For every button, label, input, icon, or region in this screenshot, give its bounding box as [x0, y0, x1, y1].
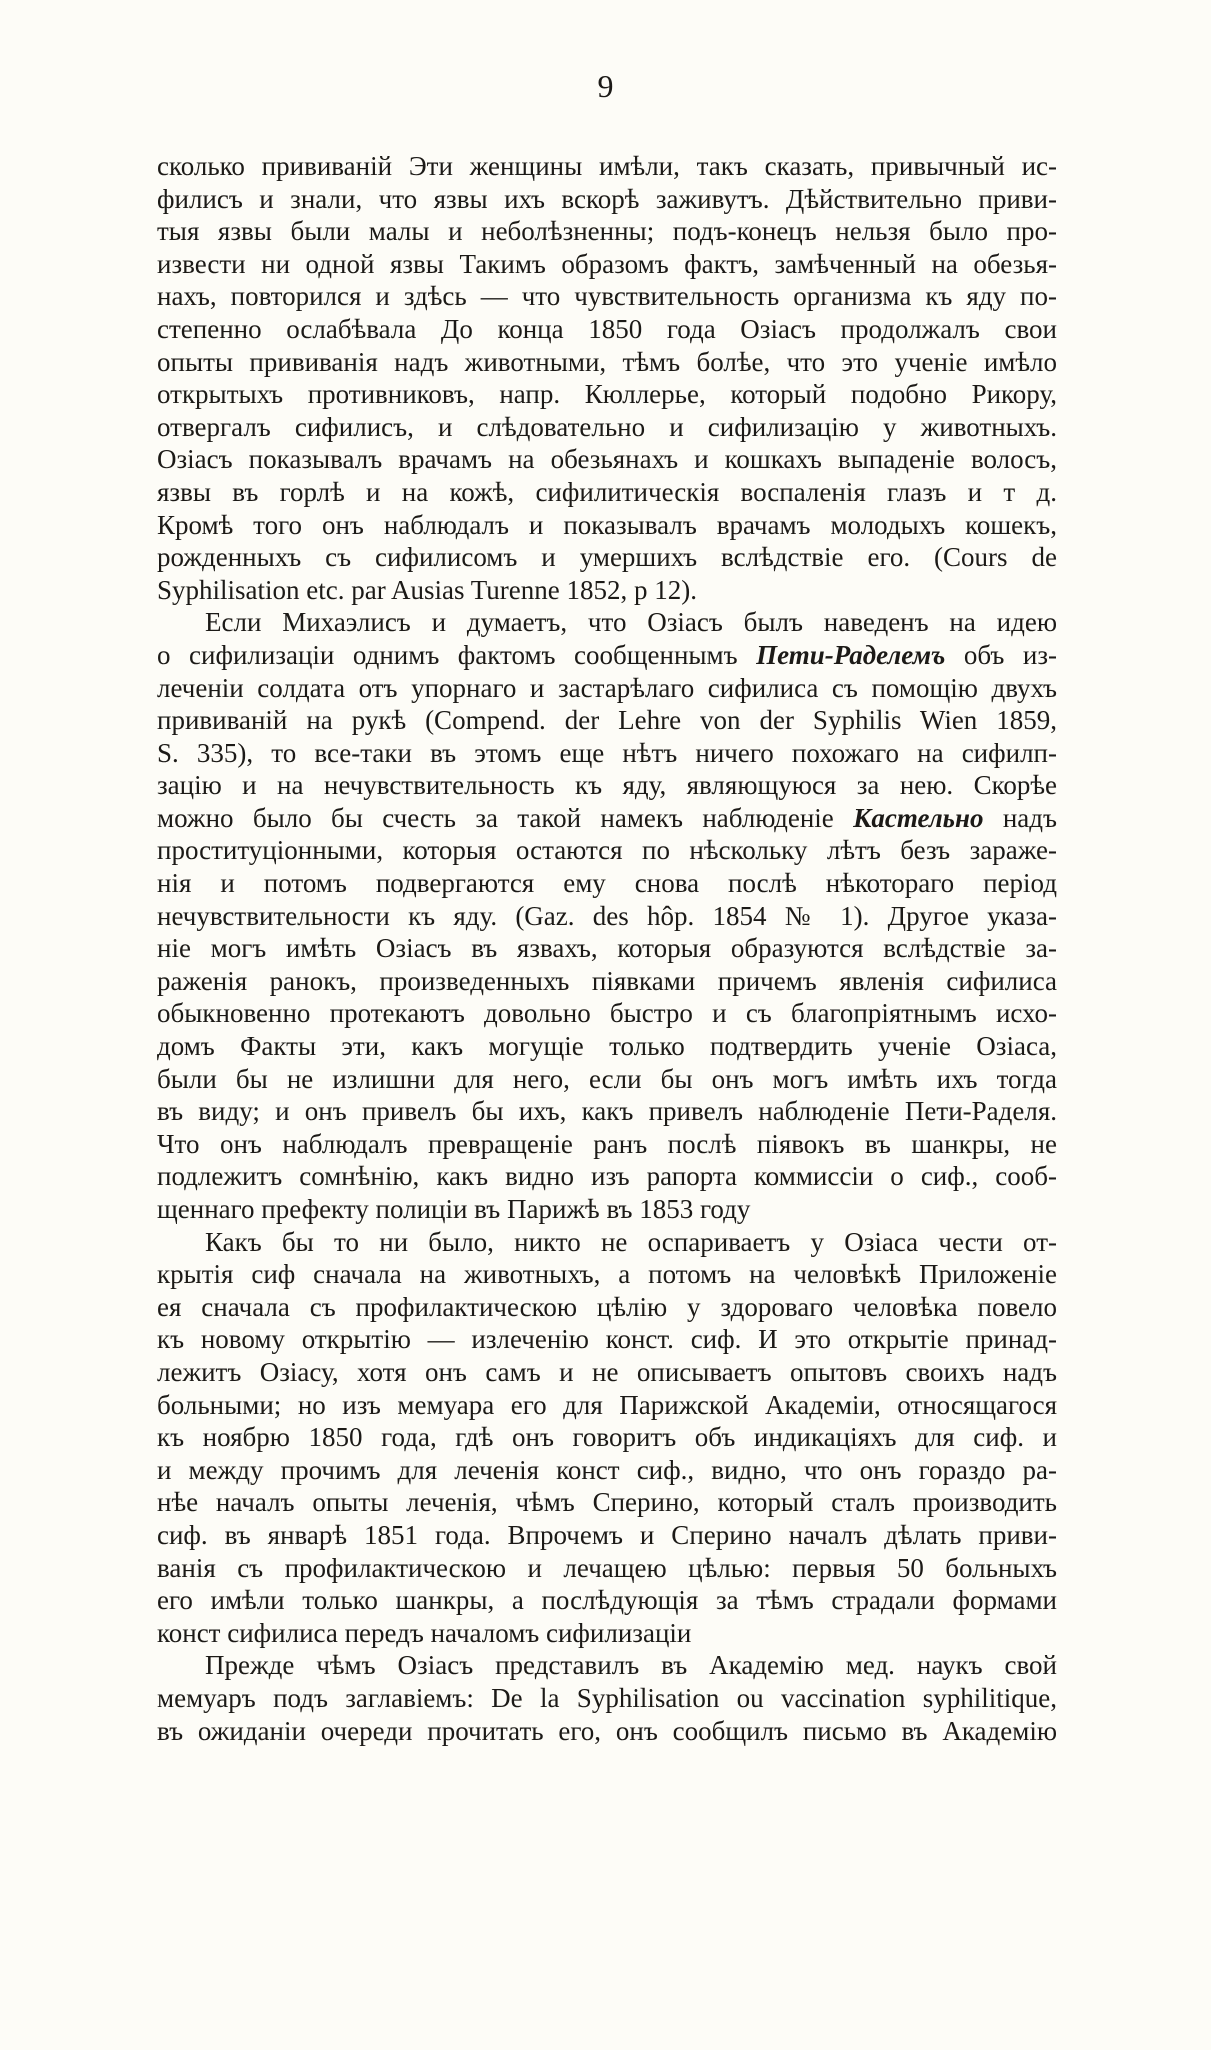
body-text: [157, 150, 1057, 1747]
text-line: конст сифилиса передъ началомъ сифилизаціи: [157, 1617, 692, 1648]
text-line: нія и потомъ подвергаются ему снова послѣ нѣкотораго період: [157, 868, 1057, 899]
text-line: сиф. въ январѣ 1851 года. Впрочемъ и Сперино началъ дѣлать приви-: [157, 1519, 1057, 1550]
text-line: больными; но изъ мемуара его для Парижской Академіи, относящагося: [157, 1389, 1057, 1420]
text-line: мемуаръ подъ заглавіемъ: De la Syphilisation ou vaccination syphilitique,: [157, 1682, 1057, 1713]
line-fragment: можно было бы счесть за такой намекъ наблюденіе: [157, 802, 854, 833]
text-line: язвы въ горлѣ и на кожѣ, сифилитическія воспаленія глазъ и т д.: [157, 476, 1057, 507]
text-line: щеннаго префекту полиціи въ Парижѣ въ 1853 году: [157, 1194, 751, 1224]
text-line: открытыхъ противниковъ, напр. Кюллерье, который подобно Рикору,: [157, 379, 1057, 410]
text-line: леченіи солдата отъ упорнаго и застарѣлаго сифилиса съ помощію двухъ: [157, 672, 1057, 703]
text-line: нахъ, повторился и здѣсь — что чувствительность организма къ яду по-: [157, 281, 1057, 312]
text-line: [157, 606, 1057, 639]
text-line: проституціонными, которыя остаются по нѣскольку лѣтъ безъ зараже-: [157, 835, 1057, 866]
text-line: ніе могъ имѣть Озіасъ въ язвахъ, которыя образуются вслѣдствіе за-: [157, 933, 1057, 964]
emphasized-name: Кастельно: [853, 802, 984, 833]
text-line: къ новому открытію — излеченію конст. сиф. И это открытіе принад-: [157, 1324, 1057, 1355]
text-line: Кромѣ того онъ наблюдалъ и показывалъ врачамъ молодыхъ кошекъ,: [157, 509, 1057, 540]
line-fragment: Какъ бы то ни было, никто не оспариваетъ у Озіаса чести от-: [205, 1226, 1057, 1257]
text-line: въ виду; и онъ привелъ бы ихъ, какъ привелъ наблюденіе Пети-Раделя.: [157, 1096, 1057, 1127]
text-line: и между прочимъ для леченія конст сиф., видно, что онъ гораздо ра-: [157, 1454, 1057, 1485]
text-line: филисъ и знали, что язвы ихъ вскорѣ заживутъ. Дѣйствительно приви-: [157, 183, 1057, 214]
text-line: зацію и на нечувствительность къ яду, являющуюся за нею. Скорѣе: [157, 770, 1057, 801]
text-line: его имѣли только шанкры, а послѣдующія за тѣмъ страдали формами: [157, 1585, 1057, 1616]
text-line: въ ожиданіи очереди прочитать его, онъ сообщилъ письмо въ Академію: [157, 1715, 1057, 1746]
text-line: извести ни одной язвы Такимъ образомъ фактъ, замѣченный на обезья-: [157, 248, 1057, 279]
text-line: степенно ослабѣвала До конца 1850 года Озіасъ продолжалъ свои: [157, 313, 1057, 344]
text-line: отвергалъ сифилисъ, и слѣдовательно и сифилизацію у животныхъ.: [157, 411, 1057, 442]
text-line: были бы не излишни для него, если бы онъ могъ имѣть ихъ тогда: [157, 1063, 1057, 1094]
text-line: обыкновенно протекаютъ довольно быстро и съ благопріятнымъ исхо-: [157, 998, 1057, 1029]
line-fragment: объ из-: [945, 639, 1057, 670]
line-fragment: Прежде чѣмъ Озіасъ представилъ въ Академію мед. наукъ свой: [205, 1650, 1057, 1681]
text-line: Что онъ наблюдалъ превращеніе ранъ послѣ піявокъ въ шанкры, не: [157, 1128, 1057, 1159]
emphasized-name: Пети-Раделемъ: [756, 639, 946, 670]
text-line: рожденныхъ съ сифилисомъ и умершихъ вслѣдствіе его. (Cours de: [157, 542, 1057, 573]
text-line: сколько прививаній Эти женщины имѣли, такъ сказать, привычный ис-: [157, 151, 1057, 181]
page-number: 9: [597, 68, 614, 104]
text-line: [157, 639, 1057, 672]
text-line: прививаній на рукѣ (Compend. der Lehre von der Syphilis Wien 1859,: [157, 705, 1057, 736]
text-line: къ ноябрю 1850 года, гдѣ онъ говоритъ объ индикаціяхъ для сиф. и: [157, 1422, 1057, 1453]
text-line: крытія сиф сначала на животныхъ, а потомъ на человѣкѣ Приложеніе: [157, 1259, 1057, 1290]
text-line: домъ Факты эти, какъ могущіе только подтвердить ученіе Озіаса,: [157, 1031, 1057, 1062]
text-line: [157, 1226, 1057, 1259]
text-line: тыя язвы были малы и неболѣзненны; подъ-конецъ нельзя было про-: [157, 216, 1057, 247]
text-line: S. 335), то все-таки въ этомъ еще нѣтъ ничего похожаго на сифилп-: [157, 737, 1057, 768]
text-line: [157, 1649, 1057, 1682]
text-line: опыты прививанія надъ животными, тѣмъ болѣе, что это ученіе имѣло: [157, 346, 1057, 377]
text-line: Озіасъ показывалъ врачамъ на обезьянахъ и кошкахъ выпаденіе волосъ,: [157, 444, 1057, 475]
text-line: [157, 802, 1057, 835]
text-line: Syphilisation etc. par Ausias Turenne 1852, p 12).: [157, 574, 697, 605]
text-line: ванія съ профилактическою и лечащею цѣлью: первыя 50 больныхъ: [157, 1552, 1057, 1583]
text-line: лежитъ Озіасу, хотя онъ самъ и не описываетъ опытовъ своихъ надъ: [157, 1356, 1057, 1387]
line-fragment: Если Михаэлисъ и думаетъ, что Озіасъ былъ наведенъ на идею: [205, 607, 1057, 638]
text-line: нѣе началъ опыты леченія, чѣмъ Сперино, который сталъ производить: [157, 1487, 1057, 1518]
text-line: подлежитъ сомнѣнію, какъ видно изъ рапорта коммиссіи о сиф., сооб-: [157, 1161, 1057, 1192]
text-line: ея сначала съ профилактическою цѣлію у здороваго человѣка повело: [157, 1291, 1057, 1322]
line-fragment: о сифилизаціи однимъ фактомъ сообщеннымъ: [157, 639, 757, 670]
line-fragment: надъ: [983, 802, 1057, 833]
text-line: раженія ранокъ, произведенныхъ піявками причемъ явленія сифилиса: [157, 965, 1057, 996]
text-line: нечувствительности къ яду. (Gaz. des hôp. 1854 № 1). Другое указа-: [157, 900, 1057, 931]
